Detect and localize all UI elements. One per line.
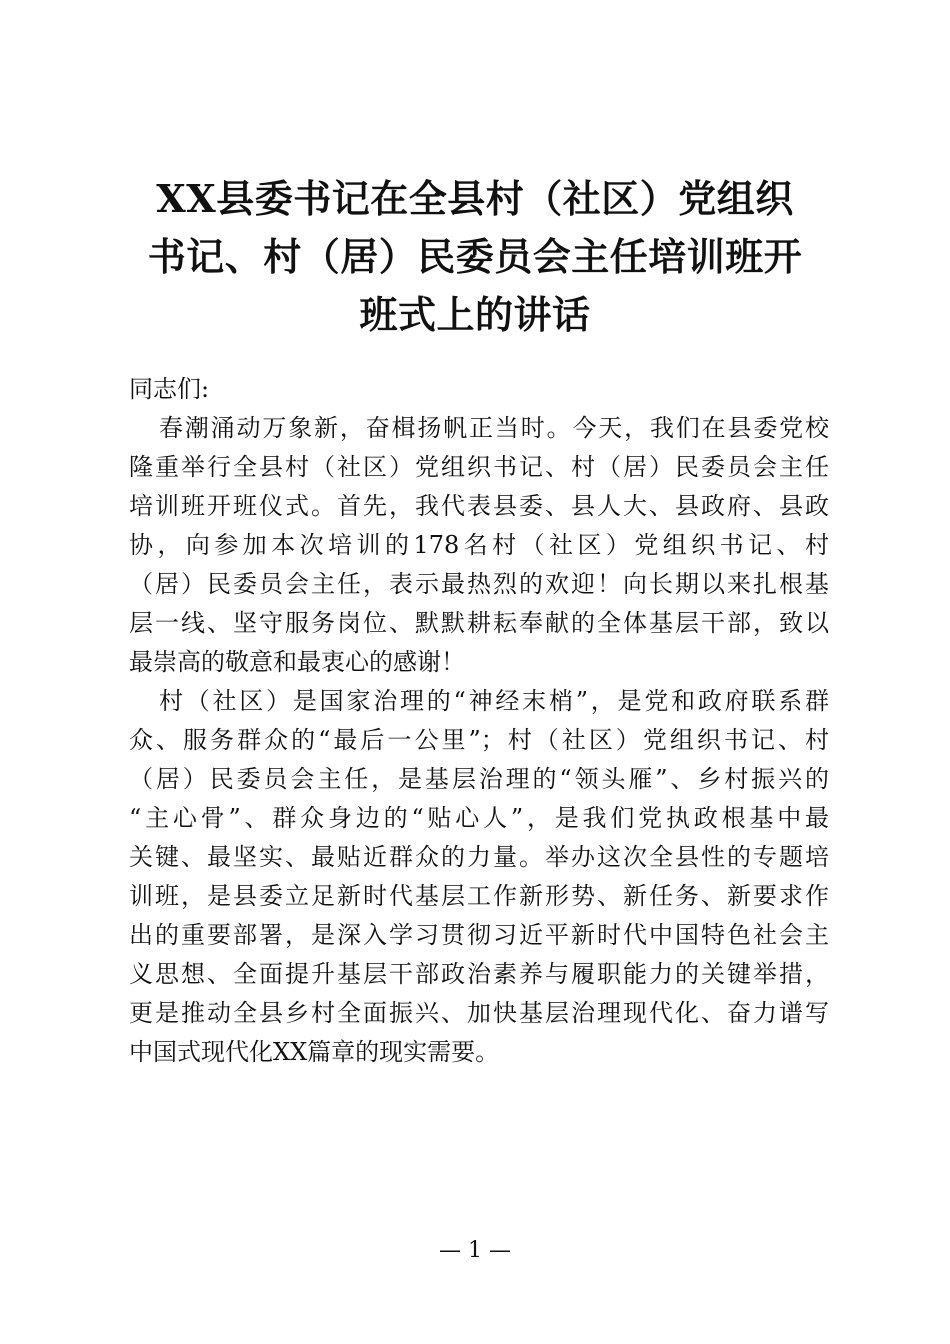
- paragraph-line: 义思想、全面提升基层干部政治素养与履职能力的关键举措，: [129, 960, 829, 988]
- paragraph-1: [129, 409, 829, 682]
- paragraph-line: 更是推动全县乡村全面振兴、加快基层治理现代化、奋力谱写: [129, 999, 829, 1027]
- salutation: 同志们:: [129, 375, 210, 403]
- paragraph-line: 协，向参加本次培训的178名村（社区）党组织书记、村: [129, 531, 829, 559]
- paragraph-line: （居）民委员会主任，表示最热烈的欢迎！向长期以来扎根基: [129, 570, 829, 598]
- paragraph-line: 众、服务群众的“最后一公里”；村（社区）党组织书记、村: [129, 726, 829, 754]
- paragraph-line: “主心骨”、群众身边的“贴心人”，是我们党执政根基中最: [129, 804, 829, 832]
- paragraph-line: 关键、最坚实、最贴近群众的力量。举办这次全县性的专题培: [129, 843, 829, 871]
- paragraph-line: （居）民委员会主任，是基层治理的“领头雁”、乡村振兴的: [129, 765, 829, 793]
- document-body: [129, 370, 829, 1072]
- paragraph-2: [129, 682, 829, 1072]
- paragraph-line: 春潮涌动万象新，奋楫扬帆正当时。今天，我们在县委党校: [159, 414, 829, 442]
- title-line: 书记、村（居）民委员会主任培训班开: [147, 234, 803, 279]
- paragraph-line: 最崇高的敬意和最衷心的感谢！: [129, 648, 465, 676]
- paragraph-line: 隆重举行全县村（社区）党组织书记、村（居）民委员会主任: [129, 453, 829, 481]
- paragraph-line: 培训班开班仪式。首先，我代表县委、县人大、县政府、县政: [129, 492, 829, 520]
- page-number: — 1 —: [439, 1238, 511, 1263]
- paragraph-line: 出的重要部署，是深入学习贯彻习近平新时代中国特色社会主: [129, 921, 829, 949]
- title-line: XX县委书记在全县村（社区）党组织: [156, 176, 794, 221]
- title-line: 班式上的讲话: [359, 292, 591, 337]
- paragraph-line: 中国式现代化XX篇章的现实需要。: [129, 1038, 500, 1066]
- paragraph-line: 村（社区）是国家治理的“神经末梢”，是党和政府联系群: [159, 687, 829, 715]
- document-title: [110, 170, 840, 344]
- paragraph-line: 训班，是县委立足新时代基层工作新形势、新任务、新要求作: [129, 882, 829, 910]
- paragraph-line: 层一线、坚守服务岗位、默默耕耘奉献的全体基层干部，致以: [129, 609, 829, 637]
